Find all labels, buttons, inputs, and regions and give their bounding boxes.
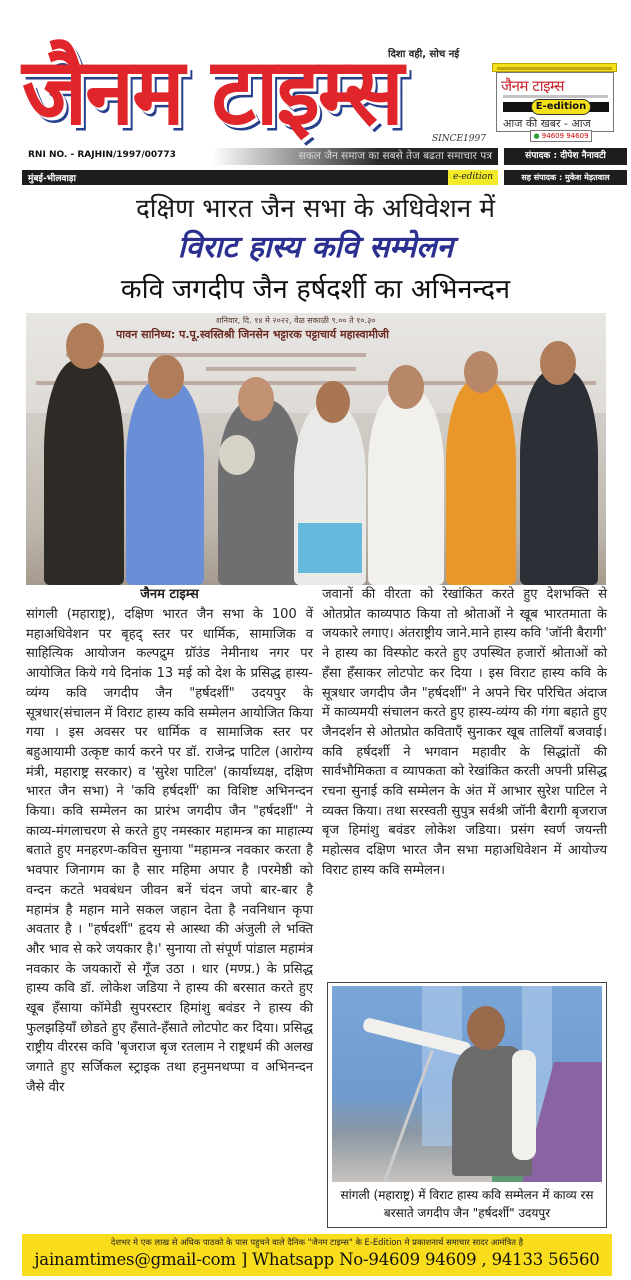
- person-1-head: [66, 323, 104, 369]
- person-2-head: [148, 355, 184, 399]
- speaker-shirt: [512, 1050, 536, 1160]
- person-3: [218, 400, 302, 585]
- person-4-head: [316, 381, 350, 423]
- ad-logo-text: जैनम टाइम्स: [501, 77, 565, 95]
- person-5: [368, 390, 444, 585]
- city-label: मुंबई-भीलवाड़ा: [28, 174, 76, 184]
- article-left-text: सांगली (महाराष्ट्र), दक्षिण भारत जैन सभा के 100 वें महाअधिवेशन पर बृहद् स्तर पर धार्मिक, सामाजिक व साहित्यिक आयोजन कल्पद्रुम ग्रॉउंड नेमीनाथ नगर पर आयोजित किये गये दिनांक 13 मई को देश के प्रसिद्ध हास्य-व्यंग्य कवि जगदीप जैन "हर्षदर्शी" उदयपुर के सूत्रधार(संचालन में विराट हास्य कवि सम्मेलन आयोजित किया गया । इस अवसर पर धार्मिक व सामाजिक स्तर पर बहुआयामी उत्कृष्ट कार्य करने पर डॉ. राजेन्द्र पाटिल (आरोग्य मंत्री, महाराष्ट्र सरकार) व 'सुरेश पाटिल' (कार्याध्यक्ष, दक्षिण भारत जैन सभा) ने 'कवि हर्षदर्शी' का विशिष्ट अभिनन्दन किया। कवि सम्मेलन का प्रारंभ जगदीप जैन "हर्षदर्शी" ने काव्य-मंगलाचरण से करते हुए नमस्कार महामन्त्र का माहात्म्य बताते हुए मनहरण-कवित्त सुनाया "महामन्त्र नवकार करता है भवपार जिनागम का है सार महिमा अपार है ।परमेष्ठी को वन्दन कटते भवबंधन जीवन बनें चंदन जपो बार-बार है महामंत्र है महान माने सकल जहान देता है नवनिधान कृपा अवतार है । "हर्षदर्शी" हृदय से आस्था की अंजुली ले भक्ति और भाव से करे जयकार है।' सुनाया तो संपूर्ण पांडाल महामंत्र नवकार के जयकारों से गूँज उठा । धार (मण्प्र.) के प्रसिद्ध हास्य कवि डॉ. लोकेश जडिया ने हास्य की बरसात करते हुए खूब हँसाया कॉमेडी सुपरस्टार हिमांशु बवंडर ने हास्य की फुलझड़ियाँ छोडते हुए हँसाते-हँसाते लोटपोट कर दिया। प्रसिद्ध राष्ट्रीय वीररस कवि 'बृजराज बृज रतलाम ने राष्ट्रधर्म की अलख जगाते हुए सर्जिकल स्ट्राइक तथा हनुमनथप्पा व अभिनन्दन जैसे वीर: [26, 607, 313, 1095]
- person-3-head: [238, 377, 274, 421]
- speaker-head: [467, 1006, 505, 1050]
- e-edition-badge: e-edition: [448, 170, 498, 185]
- second-photo-frame: [327, 982, 607, 1228]
- since-label: SINCE1997: [432, 134, 486, 144]
- person-1: [44, 360, 124, 585]
- person-2: [126, 380, 204, 585]
- ad-news-line: आज की खबर - आज: [503, 117, 591, 130]
- slogan: सकल जैन समाज का सबसे तेज बढता समाचार पत्र: [298, 150, 492, 162]
- person-7: [520, 370, 598, 585]
- headline-line-3: कवि जगदीप जैन हर्षदर्शी का अभिनन्दन: [120, 274, 511, 305]
- headline-line-2: विराट हास्य कवि सम्मेलन: [177, 230, 454, 265]
- newspaper-logo: जैनम टाइम्स: [22, 37, 402, 146]
- banner-date: शनिवार, दि. १४ मे २०२२, वेळ सकाळी ९.०० ते १०.३०: [216, 316, 376, 325]
- headline-line-1: दक्षिण भारत जैन सभा के अधिवेशन में: [135, 194, 495, 224]
- banner-line: [36, 381, 596, 385]
- article-right-column: [322, 585, 607, 881]
- ad-phone-number: 94609 94609: [541, 132, 589, 140]
- ad-top-strip: [492, 63, 617, 72]
- person-4-blue-kurta: [298, 523, 362, 573]
- second-photo: [332, 986, 602, 1182]
- article-left-column: [26, 585, 313, 1098]
- banner-line: [66, 353, 366, 357]
- ad-edition-badge: E-edition: [531, 99, 591, 115]
- banner-text: पावन सानिध्य: प.पू.स्वस्तिश्री जिनसेन भट्टारक पट्टाचार्य महास्वामीजी: [116, 328, 389, 341]
- person-7-head: [540, 341, 576, 385]
- footer-contact: jainamtimes@gmail-com ] Whatsapp No-94609 94609 , 94133 56560: [34, 1250, 600, 1269]
- footer-invitation: देशभर मे एक लाख से अधिक पाठको के पास पहुचने वाले दैनिक "जैनम टाइम्स" के E-Edition मे प्रकाशनार्थ समाचार सादर आमंत्रित है: [110, 1237, 524, 1247]
- article-right-text: जवानों की वीरता को रेखांकित करते हुए देशभक्ति से ओतप्रोत काव्यपाठ किया तो श्रोताओं ने खूब भारतमाता के जयकारे लगाए। अंतराष्ट्रीय जाने.माने हास्य कवि 'जॉनी बैरागी' ने हास्य का विस्फोट करते हुए उपस्थित हजारों श्रोताओं को हँसा हँसाकर लोटपोट कर दिया । इस विराट हास्य कवि के सूत्रधार जगदीप जैन "हर्षदर्शी" ने अपने चिर परिचित अंदाज में काव्यमयी संचालन करते हुए हास्य-व्यंग्य की गंगा बहाते हुए जैनदर्शन से ओतप्रोत कविताएँ सुनाकर खूब तालियाँ बजवाई। कवि हर्षदर्शी ने भगवान महावीर के सिद्धांतों की सार्वभौमिकता व व्यापकता को रेखांकित करती अपनी प्रसिद्ध रचना सुनाई कवि सम्मेलन के अंत में आभार सुरेश पाटिल ने व्यक्त किया। तथा सरस्वती सुपुत्र सर्वश्री जॉनी बैरागी बृजराज बृज हिमांशु बवंडर लोकेश जडिया। प्रसंग स्वर्ण जयन्ती महोत्सव दक्षिण भारत जैन सभा महाअधिवेशन में आयोज्य विराट हास्य कवि सम्मेलन।: [322, 587, 607, 878]
- masthead: [0, 0, 631, 186]
- article-byline: जैनम टाइम्स: [140, 587, 199, 602]
- city-bar: [22, 170, 498, 185]
- editor-label: संपादक : दीपेश नैनावटी: [504, 148, 627, 165]
- ad-subtitle-line: [503, 95, 608, 98]
- rni-bar: [22, 148, 498, 165]
- sub-editor-label: सह संपादक : मुकेश मेड़तवाल: [504, 170, 627, 185]
- footer-banner: [22, 1234, 612, 1276]
- ad-phone: [530, 130, 592, 142]
- banner-line: [206, 367, 356, 371]
- person-6-head: [464, 351, 498, 393]
- ad-inner-box: [496, 72, 614, 132]
- main-photo: [26, 313, 606, 585]
- person-5-head: [388, 365, 424, 409]
- whatsapp-icon: ●: [533, 132, 540, 140]
- rni-number: RNI NO. - RAJHIN/1997/00773: [28, 150, 176, 160]
- second-photo-caption: सांगली (महाराष्ट्र) में विराट हास्य कवि सम्मेलन में काव्य रस बरसाते जगदीप जैन "हर्षदर्शी" उदयपुर: [340, 1188, 594, 1220]
- person-6: [446, 380, 516, 585]
- flower-bouquet: [219, 435, 255, 475]
- e-edition-ad: [492, 63, 621, 145]
- tagline: दिशा वही, सोच नई: [388, 49, 460, 60]
